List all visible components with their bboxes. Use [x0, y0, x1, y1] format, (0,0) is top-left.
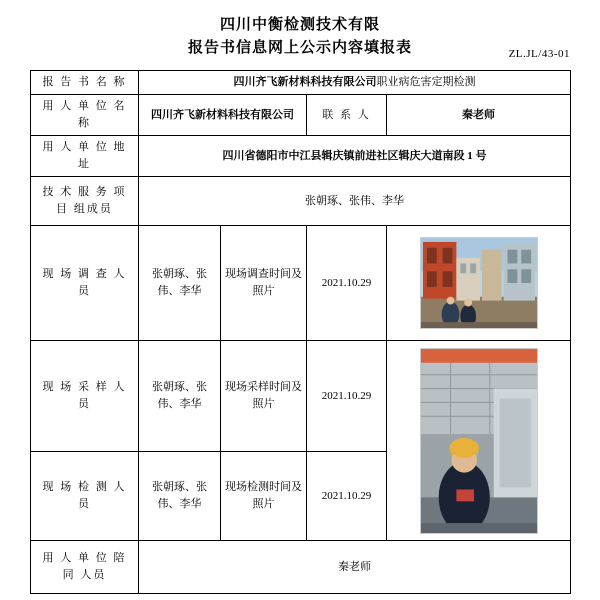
document-title-line2: 报告书信息网上公示内容填报表 [187, 40, 412, 56]
row-date-site-sampling: 2021.10.29 [307, 341, 387, 452]
row-date-site-testing: 2021.10.29 [307, 452, 387, 541]
table-row [31, 177, 571, 226]
row-people-site-sampling: 张朝琢、张伟、李华 [139, 341, 221, 452]
row-value-employer-address: 四川省德阳市中江县辑庆镇前进社区辑庆大道南段 1 号 [139, 136, 571, 177]
row-label-site-testing: 现 场 检 测 人 员 [31, 452, 139, 541]
row-value-team: 张朝琢、张伟、李华 [139, 177, 571, 226]
report-name-company: 四川齐飞新材料科技有限公司 [233, 76, 377, 88]
table-row [31, 95, 571, 136]
row-value-report-name [139, 71, 571, 95]
site-sampling-photo [420, 348, 538, 534]
table-row [31, 341, 571, 452]
document-code: ZL.JL/43-01 [508, 48, 570, 60]
row-value-accompany: 秦老师 [139, 541, 571, 594]
table-row [31, 136, 571, 177]
row-label-team: 技 术 服 务 项 目 组成员 [31, 177, 139, 226]
row-people-site-survey: 张朝琢、张伟、李华 [139, 226, 221, 341]
document-header [30, 14, 570, 62]
row-label-accompany: 用 人 单 位 陪 同 人员 [31, 541, 139, 594]
info-table [30, 70, 571, 594]
row-people-site-testing: 张朝琢、张伟、李华 [139, 452, 221, 541]
photo-cell-site-sampling [387, 341, 571, 541]
row-label-employer-address: 用 人 单 位 地 址 [31, 136, 139, 177]
site-survey-photo [420, 237, 538, 329]
document-title-line1: 四川中衡检测技术有限 [219, 17, 380, 33]
row-label-report-name: 报 告 书 名 称 [31, 71, 139, 95]
row-label-employer-name: 用 人 单 位 名 称 [31, 95, 139, 136]
table-row [31, 71, 571, 95]
table-row [31, 541, 571, 594]
row-label-site-sampling: 现 场 采 样 人 员 [31, 341, 139, 452]
row-desc-site-sampling: 现场采样时间及照片 [221, 341, 307, 452]
row-desc-site-survey: 现场调查时间及照片 [221, 226, 307, 341]
row-desc-site-testing: 现场检测时间及照片 [221, 452, 307, 541]
row-label-site-survey: 现 场 调 查 人 员 [31, 226, 139, 341]
report-name-suffix: 职业病危害定期检测 [376, 76, 476, 88]
photo-cell-site-survey [387, 226, 571, 341]
row-date-site-survey: 2021.10.29 [307, 226, 387, 341]
row-value-employer-name: 四川齐飞新材料科技有限公司 [139, 95, 307, 136]
table-row [31, 226, 571, 341]
row-value-contact: 秦老师 [387, 95, 571, 136]
row-label-contact: 联 系 人 [307, 95, 387, 136]
